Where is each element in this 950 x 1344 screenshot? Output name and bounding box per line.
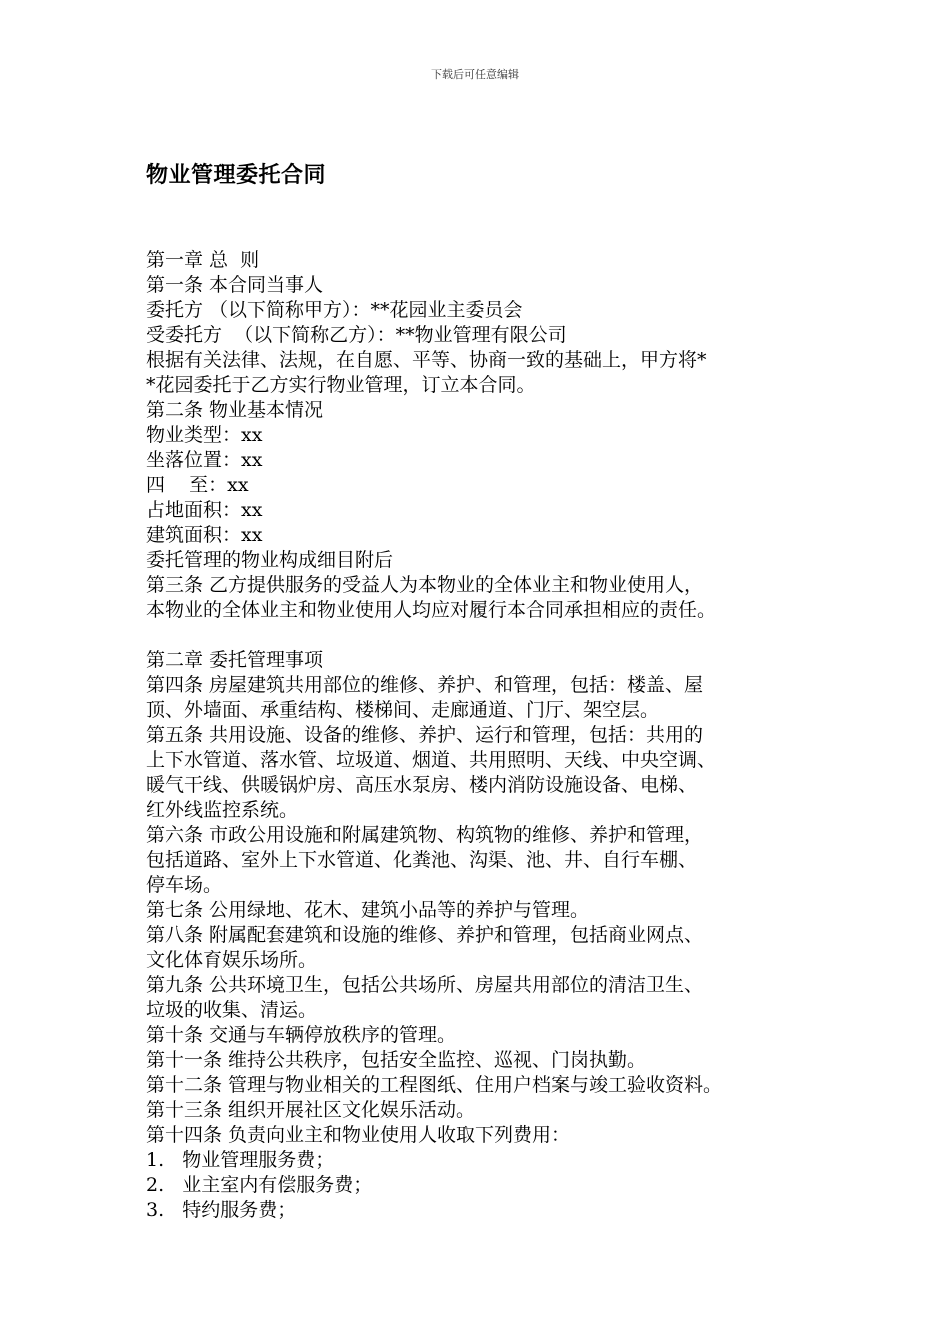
text-line: 物业类型：xx [146, 424, 263, 446]
text-line: 受委托方 （以下简称乙方）：**物业管理有限公司 [146, 324, 567, 346]
text-line: 包括道路、室外上下水管道、化粪池、沟渠、池、井、自行车棚、 [146, 849, 698, 871]
text-line: 第一条 本合同当事人 [146, 274, 324, 296]
text-line: 暖气干线、供暖锅炉房、高压水泵房、楼内消防设施设备、电梯、 [146, 774, 698, 796]
text-line: 2. 业主室内有偿服务费； [146, 1174, 373, 1196]
text-line: 第七条 公用绿地、花木、建筑小品等的养护与管理。 [146, 899, 590, 921]
page-header-note: 下载后可任意编辑 [431, 68, 519, 81]
text-line: 委托管理的物业构成细目附后 [146, 549, 394, 571]
text-line: 第五条 共用设施、设备的维修、养护、运行和管理，包括：共用的 [146, 724, 704, 746]
text-line: 第二条 物业基本情况 [146, 399, 324, 421]
text-line: 第八条 附属配套建筑和设施的维修、养护和管理，包括商业网点、 [146, 924, 704, 946]
text-line: 建筑面积：xx [146, 524, 263, 546]
text-line: 委托方 （以下简称甲方）：**花园业主委员会 [146, 299, 523, 321]
text-line: 第三条 乙方提供服务的受益人为本物业的全体业主和物业使用人， [146, 574, 704, 596]
text-line: 红外线监控系统。 [146, 799, 299, 821]
document-body [146, 248, 826, 1223]
text-line: *花园委托于乙方实行物业管理，订立本合同。 [146, 374, 536, 396]
text-line: 第九条 公共环境卫生，包括公共场所、房屋共用部位的清洁卫生、 [146, 974, 704, 996]
text-line: 第十一条 维持公共秩序，包括安全监控、巡视、门岗执勤。 [146, 1049, 647, 1071]
blank-line [146, 623, 826, 648]
text-line: 坐落位置：xx [146, 449, 263, 471]
text-line: 第二章 委托管理事项 [146, 649, 324, 671]
text-line: 四 至：xx [146, 474, 249, 496]
text-line: 第十三条 组织开展社区文化娱乐活动。 [146, 1099, 476, 1121]
text-line: 占地面积：xx [146, 499, 263, 521]
text-line: 第六条 市政公用设施和附属建筑物、构筑物的维修、养护和管理， [146, 824, 704, 846]
text-line: 顶、外墙面、承重结构、楼梯间、走廊通道、门厅、架空层。 [146, 699, 660, 721]
text-line: 第十二条 管理与物业相关的工程图纸、住用户档案与竣工验收资料。 [146, 1074, 723, 1096]
text-line: 第一章 总 则 [146, 249, 260, 271]
text-line: 上下水管道、落水管、垃圾道、烟道、共用照明、天线、中央空调、 [146, 749, 717, 771]
text-line: 停车场。 [146, 874, 223, 896]
text-line: 第十四条 负责向业主和物业使用人收取下列费用： [146, 1124, 571, 1146]
text-line: 根据有关法律、法规，在自愿、平等、协商一致的基础上，甲方将* [146, 349, 707, 371]
document-title: 物业管理委托合同 [146, 163, 327, 188]
text-line: 1. 物业管理服务费； [146, 1149, 335, 1171]
text-line: 文化体育娱乐场所。 [146, 949, 318, 971]
text-line: 3. 特约服务费； [146, 1199, 297, 1221]
text-line: 垃圾的收集、清运。 [146, 999, 318, 1021]
text-line: 本物业的全体业主和物业使用人均应对履行本合同承担相应的责任。 [146, 599, 717, 621]
text-line: 第十条 交通与车辆停放秩序的管理。 [146, 1024, 457, 1046]
text-line: 第四条 房屋建筑共用部位的维修、养护、和管理，包括：楼盖、屋 [146, 674, 704, 696]
